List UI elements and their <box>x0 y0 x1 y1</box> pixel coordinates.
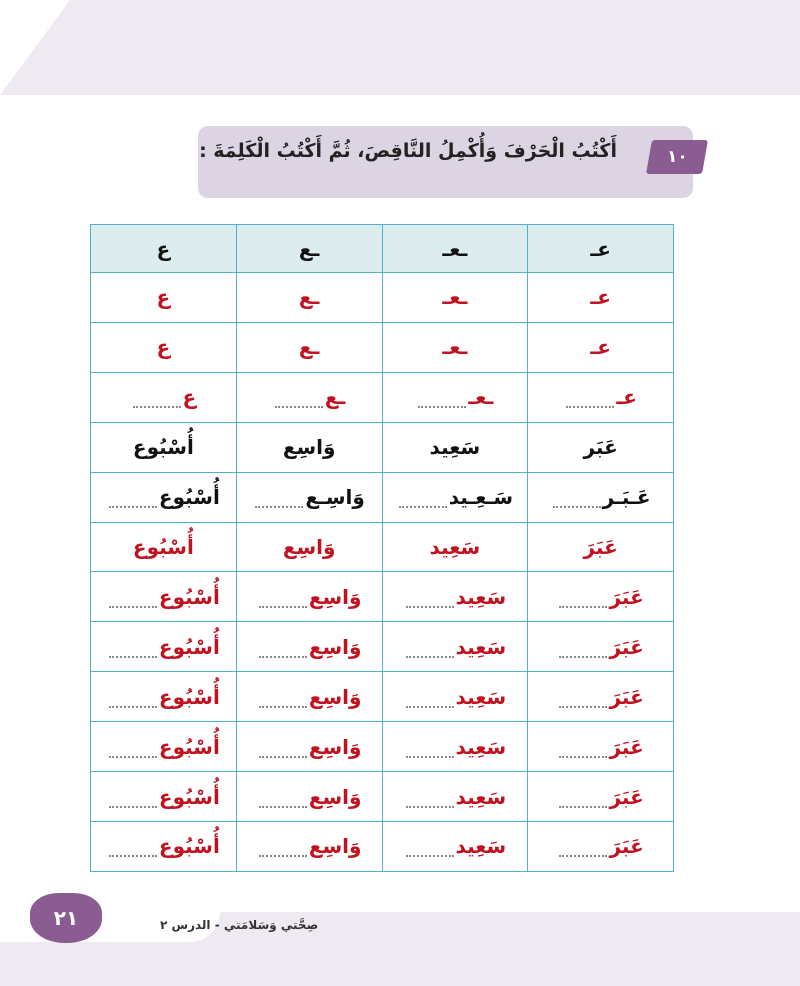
cell-text: أُسْبُوع <box>158 584 220 609</box>
writing-dotted-line <box>109 656 157 658</box>
writing-dotted-line <box>259 656 307 658</box>
table-cell[interactable] <box>382 273 528 323</box>
header-cell-final: ـع <box>236 225 382 273</box>
cell-text: عـ <box>590 285 611 310</box>
cell-text: سَعِيد <box>455 834 507 859</box>
cell-text: ع <box>182 385 197 410</box>
writing-dotted-line <box>406 656 454 658</box>
practice-table-body <box>91 225 674 872</box>
cell-text: سَـعِـيد <box>448 485 514 510</box>
cell-text: وَاسِـع <box>305 485 365 510</box>
exercise-number: ١٠ <box>666 147 688 167</box>
cell-text: عـ <box>616 385 637 410</box>
table-row <box>91 273 674 323</box>
cell-text: وَاسِع <box>308 784 362 809</box>
cell-text: أُسْبُوع <box>158 784 220 809</box>
writing-dotted-line <box>399 506 447 508</box>
table-row <box>91 672 674 722</box>
top-decor-band <box>0 0 800 95</box>
writing-dotted-line <box>559 706 607 708</box>
table-row <box>91 322 674 372</box>
table-cell[interactable] <box>236 722 382 772</box>
cell-text: سَعِيد <box>455 684 507 709</box>
writing-dotted-line <box>406 706 454 708</box>
table-cell[interactable] <box>382 722 528 772</box>
table-cell[interactable] <box>91 322 237 372</box>
table-header-row <box>91 225 674 273</box>
writing-dotted-line <box>406 756 454 758</box>
writing-dotted-line <box>566 406 614 408</box>
practice-table <box>90 224 674 872</box>
writing-dotted-line <box>259 756 307 758</box>
cell-text: وَاسِع <box>282 534 336 559</box>
table-row <box>91 722 674 772</box>
table-cell[interactable] <box>528 772 674 822</box>
cell-text: وَاسِع <box>308 634 362 659</box>
cell-text: عَبَرَ <box>609 584 644 609</box>
table-cell[interactable] <box>91 722 237 772</box>
table-cell[interactable] <box>91 672 237 722</box>
cell-text: ـع <box>298 335 320 360</box>
table-cell[interactable] <box>528 572 674 622</box>
cell-text: ـعـ <box>442 335 468 360</box>
table-row <box>91 622 674 672</box>
table-cell[interactable] <box>91 772 237 822</box>
table-cell[interactable] <box>382 422 528 472</box>
writing-dotted-line <box>259 855 307 857</box>
table-cell[interactable] <box>382 522 528 572</box>
table-cell[interactable] <box>236 273 382 323</box>
header-cell-initial: عـ <box>528 225 674 273</box>
table-cell[interactable] <box>236 422 382 472</box>
table-cell[interactable] <box>91 422 237 472</box>
table-cell[interactable] <box>382 572 528 622</box>
cell-text: عَبَرَ <box>609 834 644 859</box>
table-cell[interactable] <box>236 772 382 822</box>
cell-text: سَعِيد <box>455 584 507 609</box>
table-cell[interactable] <box>528 821 674 871</box>
top-decor-notch <box>0 0 70 95</box>
table-cell[interactable] <box>236 572 382 622</box>
table-cell[interactable] <box>91 522 237 572</box>
cell-text: أُسْبُوع <box>158 684 220 709</box>
table-cell[interactable] <box>91 273 237 323</box>
table-cell[interactable] <box>236 472 382 522</box>
table-row <box>91 372 674 422</box>
cell-text: ع <box>156 335 171 360</box>
cell-text: عَبَرَ <box>609 684 644 709</box>
cell-text: وَاسِع <box>308 584 362 609</box>
table-row <box>91 522 674 572</box>
cell-text: أُسْبُوع <box>158 834 220 859</box>
table-cell[interactable] <box>382 322 528 372</box>
table-row <box>91 772 674 822</box>
cell-text: ـع <box>324 385 346 410</box>
table-cell[interactable] <box>236 322 382 372</box>
table-cell[interactable] <box>91 572 237 622</box>
instruction-text: أَكْتُبُ الْحَرْفَ وَأُكْمِلُ النَّاقِصَ، ثُمَّ أَكْتُبُ الْكَلِمَةَ : <box>199 140 617 162</box>
cell-text: عـ <box>590 335 611 360</box>
writing-dotted-line <box>133 406 181 408</box>
writing-dotted-line <box>255 506 303 508</box>
writing-dotted-line <box>553 506 601 508</box>
cell-text: أُسْبُوع <box>132 534 194 559</box>
table-cell[interactable] <box>91 821 237 871</box>
writing-dotted-line <box>406 855 454 857</box>
table-cell[interactable] <box>91 472 237 522</box>
cell-text: وَاسِع <box>308 834 362 859</box>
table-cell[interactable] <box>91 622 237 672</box>
writing-dotted-line <box>559 656 607 658</box>
writing-dotted-line <box>109 806 157 808</box>
table-cell[interactable] <box>528 422 674 472</box>
table-row <box>91 572 674 622</box>
cell-text: وَاسِع <box>308 734 362 759</box>
table-cell[interactable] <box>528 472 674 522</box>
writing-dotted-line <box>109 506 157 508</box>
cell-text: ـعـ <box>442 285 468 310</box>
cell-text: سَعِيد <box>429 435 481 460</box>
cell-text: سَعِيد <box>455 784 507 809</box>
writing-dotted-line <box>109 855 157 857</box>
table-cell[interactable] <box>91 372 237 422</box>
writing-dotted-line <box>559 606 607 608</box>
cell-text: ـع <box>298 285 320 310</box>
table-cell[interactable] <box>236 372 382 422</box>
writing-dotted-line <box>259 706 307 708</box>
table-row <box>91 472 674 522</box>
cell-text: عَبَرَ <box>609 784 644 809</box>
cell-text: سَعِيد <box>455 634 507 659</box>
cell-text: أُسْبُوع <box>158 634 220 659</box>
cell-text: سَعِيد <box>455 734 507 759</box>
writing-dotted-line <box>406 806 454 808</box>
table-cell[interactable] <box>528 672 674 722</box>
writing-dotted-line <box>406 606 454 608</box>
cell-text: أُسْبُوع <box>158 485 220 510</box>
writing-dotted-line <box>559 855 607 857</box>
writing-dotted-line <box>418 406 466 408</box>
cell-text: وَاسِع <box>308 684 362 709</box>
writing-dotted-line <box>109 706 157 708</box>
cell-text: أُسْبُوع <box>158 734 220 759</box>
cell-text: عَـبَـر <box>602 485 651 510</box>
cell-text: سَعِيد <box>429 534 481 559</box>
table-cell[interactable] <box>528 722 674 772</box>
table-cell[interactable] <box>528 372 674 422</box>
cell-text: ع <box>156 285 171 310</box>
writing-dotted-line <box>109 756 157 758</box>
writing-dotted-line <box>559 756 607 758</box>
cell-text: ـعـ <box>468 385 494 410</box>
table-cell[interactable] <box>528 322 674 372</box>
header-cell-isolated: ع <box>91 225 237 273</box>
table-cell[interactable] <box>236 672 382 722</box>
exercise-number-badge <box>646 140 708 174</box>
header-cell-medial: ـعـ <box>382 225 528 273</box>
writing-dotted-line <box>259 806 307 808</box>
table-cell[interactable] <box>528 622 674 672</box>
table-cell[interactable] <box>382 772 528 822</box>
table-cell[interactable] <box>382 622 528 672</box>
table-cell[interactable] <box>236 522 382 572</box>
cell-text: عَبَرَ <box>583 534 618 559</box>
page-number: ٢١ <box>53 906 79 930</box>
writing-dotted-line <box>109 606 157 608</box>
cell-text: عَبَر <box>583 435 618 460</box>
table-cell[interactable] <box>236 821 382 871</box>
table-row <box>91 422 674 472</box>
instruction-bar <box>198 126 693 198</box>
table-row <box>91 821 674 871</box>
table-cell[interactable] <box>528 522 674 572</box>
table-cell[interactable] <box>528 273 674 323</box>
table-cell[interactable] <box>382 672 528 722</box>
writing-dotted-line <box>559 806 607 808</box>
writing-dotted-line <box>275 406 323 408</box>
cell-text: أُسْبُوع <box>132 435 194 460</box>
table-cell[interactable] <box>382 821 528 871</box>
cell-text: وَاسِع <box>282 435 336 460</box>
cell-text: عَبَرَ <box>609 734 644 759</box>
writing-dotted-line <box>259 606 307 608</box>
lesson-title: صِحَّتي وَسَلامَتي - الدرس ٢ <box>160 918 319 932</box>
cell-text: عَبَرَ <box>609 634 644 659</box>
table-cell[interactable] <box>236 622 382 672</box>
page-number-badge <box>30 893 102 943</box>
table-cell[interactable] <box>382 372 528 422</box>
table-cell[interactable] <box>382 472 528 522</box>
